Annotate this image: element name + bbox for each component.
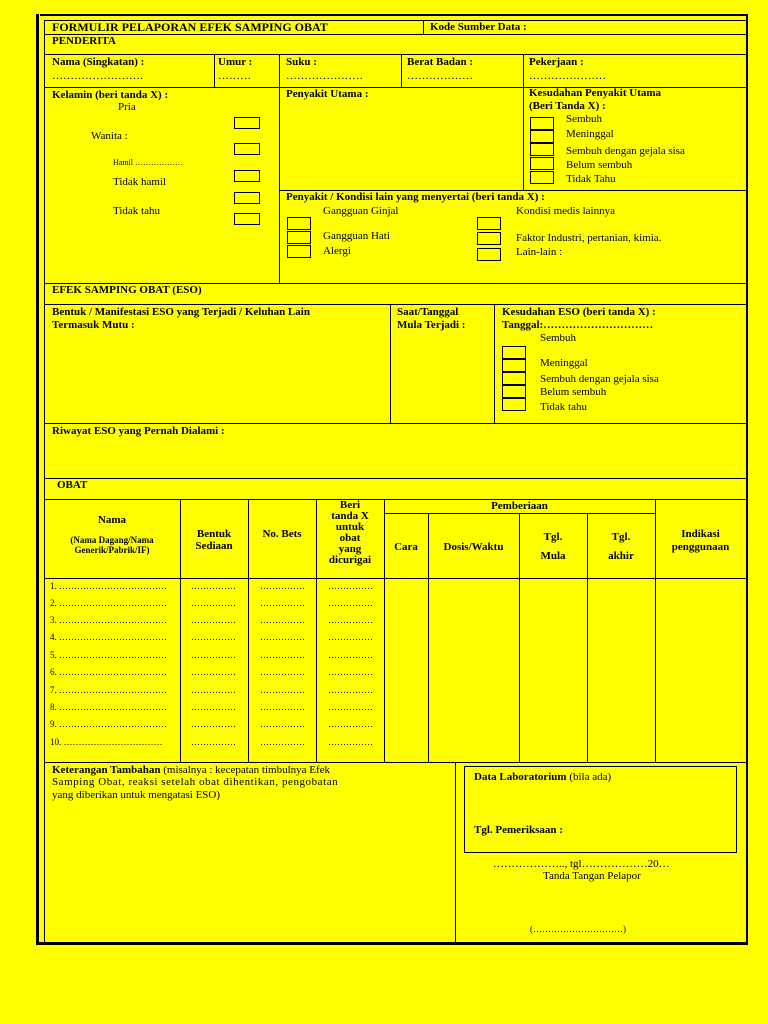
kesudahan-tidak-tahu: Tidak Tahu	[566, 173, 616, 185]
kesudahan-penyakit-label: Kesudahan Penyakit Utama	[529, 87, 662, 99]
tidak-hamil-checkbox[interactable]	[234, 192, 260, 204]
keterangan-line-2: Samping Obat, reaksi setelah obat dihentikan, pengobatan	[52, 776, 339, 788]
pria-label: Pria	[118, 101, 136, 113]
tgl-pemeriksaan-label: Tgl. Pemeriksaan :	[474, 824, 563, 836]
berat-value[interactable]: ………………	[407, 70, 473, 82]
row-bets[interactable]: ……………	[260, 685, 305, 695]
umur-label: Umur :	[218, 56, 253, 68]
kesudahan-sembuh-checkbox[interactable]	[530, 117, 554, 130]
keterangan-bold: Keterangan Tambahan	[52, 764, 161, 776]
row-bentuk[interactable]: ……………	[191, 581, 236, 591]
lab-rest: (bila ada)	[566, 771, 612, 783]
eso-gejala-sisa-checkbox[interactable]	[502, 372, 526, 385]
pria-checkbox[interactable]	[234, 117, 260, 129]
suku-label: Suku :	[286, 56, 317, 68]
eso-gejala-sisa: Sembuh dengan gejala sisa	[540, 373, 659, 385]
row-beri[interactable]: ……………	[328, 598, 373, 608]
keterangan-rest: (misalnya : kecepatan timbulnya Efek	[160, 764, 331, 776]
row-bentuk[interactable]: ……………	[191, 615, 236, 625]
row-nama[interactable]: 3. ………………………………	[50, 615, 167, 625]
tanggal-tempat-line[interactable]: ……………….., tgl………………20…	[493, 858, 670, 870]
row-nama[interactable]: 7. ………………………………	[50, 685, 167, 695]
row-beri[interactable]: ……………	[328, 702, 373, 712]
data-laboratorium-label	[474, 771, 611, 783]
col-bentuk-header: Bentuk Sediaan	[195, 528, 233, 552]
kesudahan-gejala-sisa: Sembuh dengan gejala sisa	[566, 145, 685, 157]
row-bets[interactable]: ……………	[260, 598, 305, 608]
keterangan-tambahan[interactable]	[52, 764, 330, 776]
berat-label: Berat Badan :	[407, 56, 473, 68]
faktor-industri-label: Faktor Industri, pertanian, kimia.	[516, 232, 662, 244]
col-nama-sub-header: (Nama Dagang/Nama Generik/Pabrik/IF)	[70, 535, 154, 555]
row-beri[interactable]: ……………	[328, 667, 373, 677]
kondisi-medis-label: Kondisi medis lainnya	[516, 205, 615, 217]
saat-tanggal-label-2: Mula Terjadi :	[397, 319, 466, 331]
row-bets[interactable]: ……………	[260, 702, 305, 712]
kesudahan-belum: Belum sembuh	[566, 159, 633, 171]
row-bets[interactable]: ……………	[260, 719, 305, 729]
kelamin-label: Kelamin (beri tanda X) :	[52, 89, 169, 101]
row-nama[interactable]: 6. ………………………………	[50, 667, 167, 677]
row-bentuk[interactable]: ……………	[191, 667, 236, 677]
col-indikasi-header: Indikasi penggunaan	[671, 528, 730, 553]
col-tgl-mula-header: Tgl. Mula	[540, 531, 566, 562]
saat-tanggal-label: Saat/Tanggal	[397, 306, 459, 318]
col-cara-header: Cara	[394, 541, 418, 553]
col-nama-header: Nama	[97, 514, 127, 526]
col-dosis-header: Dosis/Waktu	[443, 541, 504, 553]
faktor-industri-checkbox[interactable]	[477, 232, 501, 245]
row-beri[interactable]: ……………	[328, 650, 373, 660]
eso-sembuh-checkbox[interactable]	[502, 346, 526, 359]
kesudahan-gejala-sisa-checkbox[interactable]	[530, 143, 554, 156]
row-bets[interactable]: ……………	[260, 581, 305, 591]
row-nama[interactable]: 5. ………………………………	[50, 650, 167, 660]
wanita-checkbox[interactable]	[234, 143, 260, 155]
row-nama[interactable]: 1. ………………………………	[50, 581, 167, 591]
row-nama[interactable]: 2. ………………………………	[50, 598, 167, 608]
nama-label: Nama (Singkatan) :	[52, 56, 145, 68]
row-bets[interactable]: ……………	[260, 632, 305, 642]
kesudahan-tidak-tahu-checkbox[interactable]	[530, 171, 554, 184]
bentuk-manifestasi-label: Bentuk / Manifestasi ESO yang Terjadi / Keluhan Lain	[52, 306, 310, 318]
eso-section-title: EFEK SAMPING OBAT (ESO)	[52, 284, 202, 296]
kesudahan-eso-tanggal[interactable]: Tanggal:…………………………	[502, 319, 654, 331]
row-nama[interactable]: 8. ………………………………	[50, 702, 167, 712]
alergi-checkbox[interactable]	[287, 245, 311, 258]
col-beri-header: Beri tanda X untuk obat yang dicurigai	[328, 499, 372, 566]
kesudahan-sembuh: Sembuh	[566, 113, 603, 125]
form-title: FORMULIR PELAPORAN EFEK SAMPING OBAT	[52, 20, 328, 34]
gangguan-hati-label: Gangguan Hati	[323, 230, 390, 242]
row-bets[interactable]: ……………	[260, 615, 305, 625]
penderita-section-title: PENDERITA	[52, 35, 116, 47]
bentuk-manifestasi-label-2: Termasuk Mutu :	[52, 319, 135, 331]
wanita-label: Wanita :	[91, 130, 128, 142]
eso-meninggal: Meninggal	[540, 357, 588, 369]
kesudahan-penyakit-sub: (Beri Tanda X) :	[529, 100, 606, 112]
row-bets[interactable]: ……………	[260, 650, 305, 660]
nama-value[interactable]: …………………….	[52, 70, 143, 82]
hamil-label: Hamil ………………	[113, 158, 183, 167]
col-bets-header: No. Bets	[262, 528, 302, 540]
lain-lain-label: Lain-lain :	[516, 246, 563, 258]
pekerjaan-label: Pekerjaan :	[529, 56, 584, 68]
kesudahan-belum-checkbox[interactable]	[530, 157, 554, 170]
signature-line[interactable]: (…………………………)	[530, 924, 626, 934]
kode-sumber-label: Kode Sumber Data :	[430, 21, 527, 33]
umur-value[interactable]: ………	[218, 70, 251, 82]
row-beri[interactable]: ……………	[328, 632, 373, 642]
row-beri[interactable]: ……………	[328, 719, 373, 729]
row-bets[interactable]: ……………	[260, 667, 305, 677]
tidak-hamil-label: Tidak hamil	[113, 176, 167, 188]
obat-section-title: OBAT	[57, 479, 88, 491]
eso-sembuh: Sembuh	[540, 332, 577, 344]
hamil-checkbox[interactable]	[234, 170, 260, 182]
lab-bold: Data Laboratorium	[474, 771, 567, 783]
eso-belum-sembuh-checkbox[interactable]	[502, 385, 526, 398]
kesudahan-meninggal-checkbox[interactable]	[530, 130, 554, 143]
row-bentuk[interactable]: ……………	[191, 632, 236, 642]
row-bentuk[interactable]: ……………	[191, 685, 236, 695]
pekerjaan-value[interactable]: …………………	[529, 70, 606, 82]
row-bentuk[interactable]: ……………	[191, 598, 236, 608]
kesudahan-eso-label: Kesudahan ESO (beri tanda X) :	[502, 306, 656, 318]
row-bentuk[interactable]: ……………	[191, 737, 236, 747]
tanda-tangan-label: Tanda Tangan Pelapor	[543, 870, 641, 882]
eso-belum-sembuh: Belum sembuh	[540, 386, 607, 398]
row-bentuk[interactable]: ……………	[191, 650, 236, 660]
col-tgl-akhir-header: Tgl. akhir	[608, 531, 634, 562]
row-beri[interactable]: ……………	[328, 581, 373, 591]
riwayat-eso-label: Riwayat ESO yang Pernah Dialami :	[52, 425, 225, 437]
row-beri[interactable]: ……………	[328, 615, 373, 625]
row-beri[interactable]: ……………	[328, 737, 373, 747]
row-bets[interactable]: ……………	[260, 737, 305, 747]
row-bentuk[interactable]: ……………	[191, 702, 236, 712]
alergi-label: Alergi	[323, 245, 351, 257]
row-beri[interactable]: ……………	[328, 685, 373, 695]
row-nama[interactable]: 4. ………………………………	[50, 632, 167, 642]
penyakit-utama-label: Penyakit Utama :	[286, 88, 369, 100]
gangguan-hati-checkbox[interactable]	[287, 231, 311, 244]
eso-meninggal-checkbox[interactable]	[502, 359, 526, 372]
col-pemberian-header: Pemberiaan	[491, 500, 548, 512]
row-nama[interactable]: 10. ……………………………	[50, 737, 163, 747]
row-bentuk[interactable]: ……………	[191, 719, 236, 729]
kesudahan-meninggal: Meninggal	[566, 128, 614, 140]
lain-lain-checkbox[interactable]	[477, 248, 501, 261]
suku-value[interactable]: …………………	[286, 70, 363, 82]
penyakit-lain-label: Penyakit / Kondisi lain yang menyertai (beri tanda X) :	[286, 191, 545, 203]
row-nama[interactable]: 9. ………………………………	[50, 719, 167, 729]
tidak-tahu-checkbox[interactable]	[234, 213, 260, 225]
gangguan-ginjal-checkbox[interactable]	[287, 217, 311, 230]
tidak-tahu-label: Tidak tahu	[113, 205, 160, 217]
eso-tidak-tahu: Tidak tahu	[540, 401, 587, 413]
kondisi-medis-checkbox[interactable]	[477, 217, 501, 230]
eso-tidak-tahu-checkbox[interactable]	[502, 398, 526, 411]
keterangan-line-3: yang diberikan untuk mengatasi ESO)	[52, 789, 221, 801]
gangguan-ginjal-label: Gangguan Ginjal	[323, 205, 399, 217]
